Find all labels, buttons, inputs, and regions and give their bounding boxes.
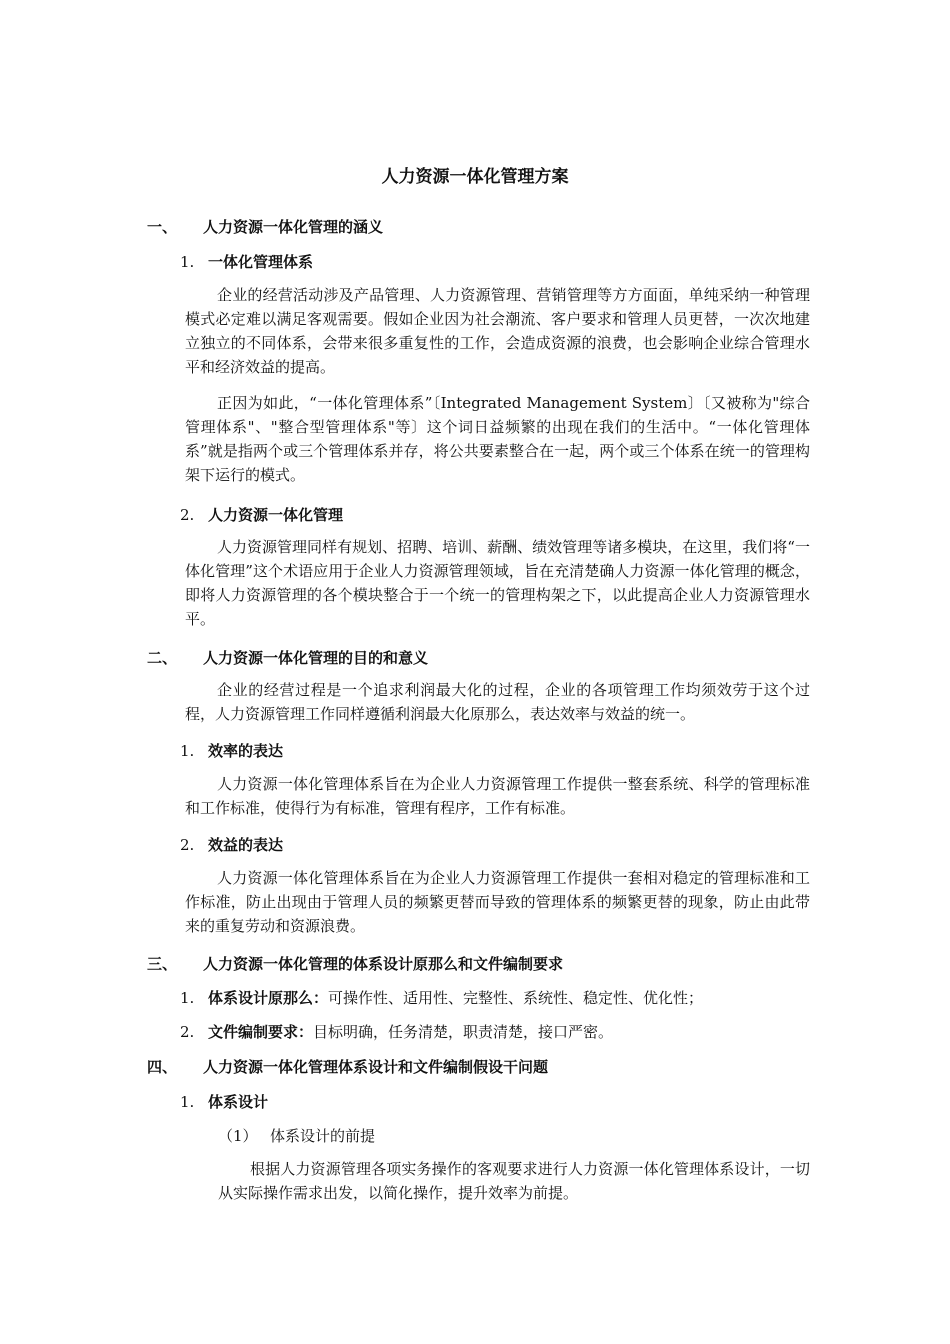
subsection-heading-3-2: [180, 1021, 613, 1042]
subsection-heading-2-2: [180, 834, 283, 855]
subsection-number: 1.: [180, 1093, 195, 1111]
subsection-number: 2.: [180, 506, 195, 524]
subsection-title: 效率的表达: [208, 742, 284, 760]
paragraph: 正因为如此，“一体化管理体系”〔Integrated Management System〕〔又被称为"综合管理体系"、"整合型管理体系"等〕这个词日益频繁的出现在我们的生活中。“一体化管理体系”就是指两个或三个管理体系并存，将公共要素整合在一起，两个或三个体系在统一的管理构架下运行的模式。: [185, 394, 810, 484]
section-number: 三、: [147, 955, 178, 973]
item-title: 体系设计的前提: [270, 1127, 376, 1145]
section-heading-2: [147, 647, 428, 668]
subsection-text: 可操作性、适用性、完整性、系统性、稳定性、优化性；: [328, 989, 704, 1007]
subsection-number: 1.: [180, 989, 195, 1007]
subsection-heading-1-1: [180, 251, 313, 272]
subsection-heading-1-2: [180, 504, 343, 525]
section-title: 人力资源一体化管理的涵义: [203, 218, 384, 236]
subsection-title: 体系设计原那么：: [208, 989, 329, 1007]
section-title: 人力资源一体化管理的体系设计原那么和文件编制要求: [203, 955, 564, 973]
section-heading-1: [147, 216, 383, 237]
paragraph: 人力资源一体化管理体系旨在为企业人力资源管理工作提供一套相对稳定的管理标准和工作标准，防止出现由于管理人员的频繁更替而导致的管理体系的频繁更替的现象，防止由此带来的重复劳动和资源浪费。: [185, 869, 810, 935]
subsection-title: 效益的表达: [208, 836, 284, 854]
subsection-heading-3-1: [180, 987, 703, 1008]
paragraph: 企业的经营过程是一个追求利润最大化的过程，企业的各项管理工作均须效劳于这个过程，人力资源管理工作同样遵循利润最大化原那么，表达效率与效益的统一。: [185, 681, 810, 723]
subsection-title: 人力资源一体化管理: [208, 506, 344, 524]
item-number: （1）: [218, 1127, 258, 1145]
subsection-title: 文件编制要求：: [208, 1023, 314, 1041]
paragraph: 根据人力资源管理各项实务操作的客观要求进行人力资源一体化管理体系设计，一切从实际操作需求出发，以简化操作，提升效率为前提。: [218, 1160, 810, 1202]
document-title: 人力资源一体化管理方案: [381, 167, 569, 187]
subsection-title: 体系设计: [208, 1093, 269, 1111]
section-heading-4: [147, 1056, 548, 1077]
section-number: 一、: [147, 218, 178, 236]
section-title: 人力资源一体化管理体系设计和文件编制假设干问题: [203, 1058, 549, 1076]
paragraph: 人力资源一体化管理体系旨在为企业人力资源管理工作提供一整套系统、科学的管理标准和工作标准，使得行为有标准，管理有程序，工作有标准。: [185, 775, 810, 817]
section-number: 二、: [147, 649, 178, 667]
paragraph: 人力资源管理同样有规划、招聘、培训、薪酬、绩效管理等诸多模块，在这里，我们将“一体化管理”这个术语应用于企业人力资源管理领域，旨在充清楚确人力资源一体化管理的概念，即将人力资源管理的各个模块整合于一个统一的管理构架之下，以此提高企业人力资源管理水平。: [185, 538, 810, 628]
subsection-title: 一体化管理体系: [208, 253, 314, 271]
subsection-number: 2.: [180, 1023, 195, 1041]
item-heading-4-1-1: [218, 1125, 375, 1146]
subsection-heading-2-1: [180, 740, 283, 761]
subsection-number: 1.: [180, 742, 195, 760]
subsection-number: 1.: [180, 253, 195, 271]
subsection-number: 2.: [180, 836, 195, 854]
section-title: 人力资源一体化管理的目的和意义: [203, 649, 429, 667]
section-number: 四、: [147, 1058, 178, 1076]
subsection-heading-4-1: [180, 1091, 268, 1112]
paragraph: 企业的经营活动涉及产品管理、人力资源管理、营销管理等方方面面，单纯采纳一种管理模式必定难以满足客观需要。假如企业因为社会潮流、客户要求和管理人员更替，一次次地建立独立的不同体系，会带来很多重复性的工作，会造成资源的浪费，也会影响企业综合管理水平和经济效益的提高。: [185, 286, 810, 376]
section-heading-3: [147, 953, 563, 974]
subsection-text: 目标明确，任务清楚，职责清楚，接口严密。: [313, 1023, 614, 1041]
